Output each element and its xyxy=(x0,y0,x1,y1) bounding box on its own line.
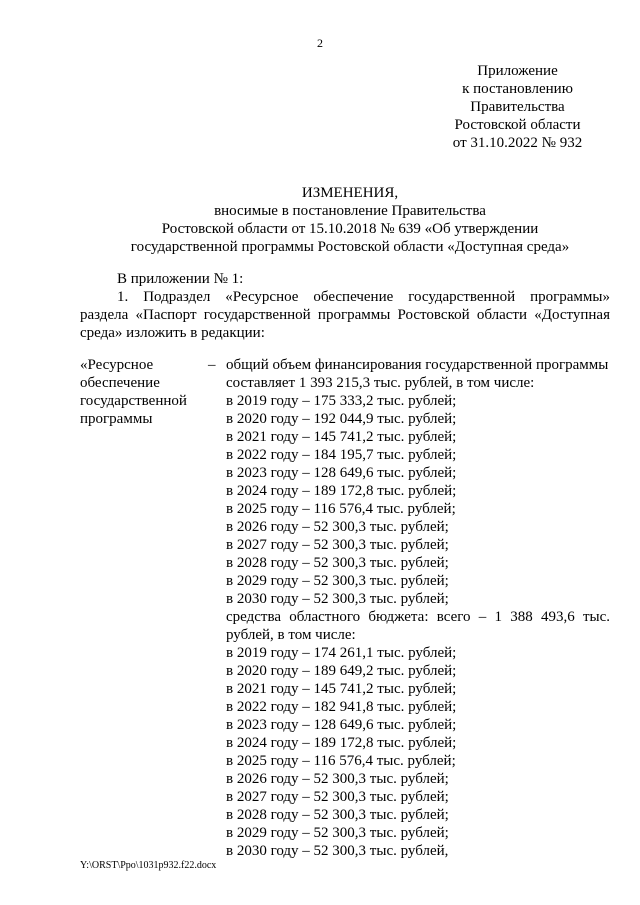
appendix-line: от 31.10.2022 № 932 xyxy=(452,135,583,151)
resource-label xyxy=(80,356,200,428)
regional-year-line: в 2029 году – 52 300,3 тыс. рублей; xyxy=(226,825,449,841)
appendix-line: Приложение xyxy=(477,63,558,79)
title-heading: ИЗМЕНЕНИЯ, xyxy=(301,185,399,201)
regional-year-line: в 2023 году – 128 649,6 тыс. рублей; xyxy=(226,717,457,733)
regional-line: средства областного бюджета: всего – 1 388 493,6 тыс. xyxy=(226,609,610,625)
resource-dash: – xyxy=(208,357,216,373)
document-title xyxy=(80,184,620,256)
intro-text xyxy=(80,270,610,342)
total-year-line: в 2025 году – 116 576,4 тыс. рублей; xyxy=(226,501,456,517)
total-year-line: в 2024 году – 189 172,8 тыс. рублей; xyxy=(226,483,457,499)
intro-paragraph: В приложении № 1: xyxy=(117,271,244,287)
total-year-line: в 2020 году – 192 044,9 тыс. рублей; xyxy=(226,411,457,427)
title-line: вносимые в постановление Правительства xyxy=(214,203,486,219)
regional-year-line: в 2027 году – 52 300,3 тыс. рублей; xyxy=(226,789,449,805)
footer-file-path: Y:\ORST\Ppo\1031p932.f22.docx xyxy=(80,860,217,871)
total-year-line: в 2019 году – 175 333,2 тыс. рублей; xyxy=(226,393,457,409)
resource-label-line: обеспечение xyxy=(80,375,160,391)
total-year-line: в 2021 году – 145 741,2 тыс. рублей; xyxy=(226,429,457,445)
regional-year-line: в 2030 году – 52 300,3 тыс. рублей, xyxy=(226,843,449,859)
title-line: Ростовской области от 15.10.2018 № 639 «Об утверждении xyxy=(161,221,539,237)
total-year-line: в 2022 году – 184 195,7 тыс. рублей; xyxy=(226,447,457,463)
total-year-line: в 2029 году – 52 300,3 тыс. рублей; xyxy=(226,573,449,589)
amendment-line: раздела «Паспорт государственной программы Ростовской области «Доступная xyxy=(80,307,610,323)
regional-year-line: в 2022 году – 182 941,8 тыс. рублей; xyxy=(226,699,457,715)
page-number: 2 xyxy=(317,36,323,50)
regional-year-line: в 2025 году – 116 576,4 тыс. рублей; xyxy=(226,753,456,769)
resource-label-line: государственной xyxy=(80,393,187,409)
regional-year-line: в 2021 году – 145 741,2 тыс. рублей; xyxy=(226,681,457,697)
regional-line: рублей, в том числе: xyxy=(226,627,356,643)
amendment-line: 1. Подраздел «Ресурсное обеспечение государственной программы» xyxy=(117,289,610,305)
regional-year-line: в 2019 году – 174 261,1 тыс. рублей; xyxy=(226,645,457,661)
total-year-line: в 2026 году – 52 300,3 тыс. рублей; xyxy=(226,519,449,535)
regional-year-line: в 2028 году – 52 300,3 тыс. рублей; xyxy=(226,807,449,823)
resource-label-line: «Ресурсное xyxy=(80,357,154,373)
total-year-line: в 2023 году – 128 649,6 тыс. рублей; xyxy=(226,465,457,481)
total-year-line: в 2030 году – 52 300,3 тыс. рублей; xyxy=(226,591,449,607)
appendix-line: Правительства xyxy=(470,99,565,115)
resource-details xyxy=(226,356,610,860)
resource-label-line: программы xyxy=(80,411,153,427)
amendment-line: среда» изложить в редакции: xyxy=(80,325,265,341)
total-year-line: в 2027 году – 52 300,3 тыс. рублей; xyxy=(226,537,449,553)
regional-year-line: в 2024 году – 189 172,8 тыс. рублей; xyxy=(226,735,457,751)
appendix-header xyxy=(430,62,605,152)
total-line: составляет 1 393 215,3 тыс. рублей, в том числе: xyxy=(226,375,535,391)
regional-year-line: в 2020 году – 189 649,2 тыс. рублей; xyxy=(226,663,457,679)
total-line: общий объем финансирования государственной программы xyxy=(226,357,609,373)
title-line: государственной программы Ростовской области «Доступная среда» xyxy=(130,239,570,255)
total-year-line: в 2028 году – 52 300,3 тыс. рублей; xyxy=(226,555,449,571)
appendix-line: Ростовской области xyxy=(454,117,581,133)
appendix-line: к постановлению xyxy=(462,81,573,97)
regional-year-line: в 2026 году – 52 300,3 тыс. рублей; xyxy=(226,771,449,787)
